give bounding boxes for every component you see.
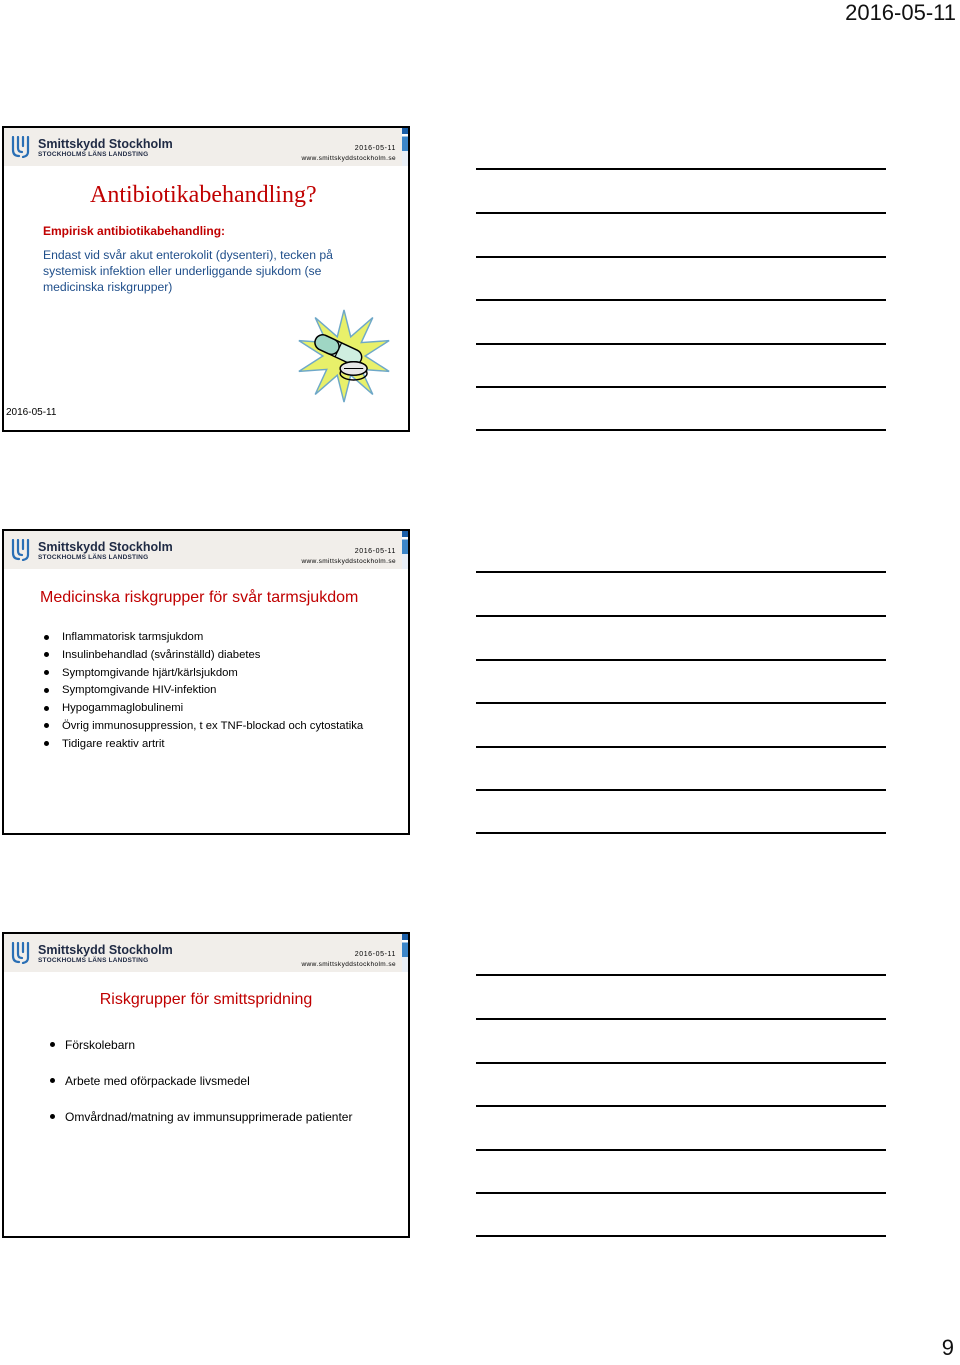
note-line	[476, 615, 886, 617]
list-item: Omvårdnad/matning av immunsupprimerade patienter	[48, 1109, 398, 1125]
list-item: Övrig immunosuppression, t ex TNF-blockad och cytostatika	[42, 719, 372, 734]
note-line	[476, 974, 886, 976]
list-item: Symptomgivande hjärt/kärlsjukdom	[42, 666, 372, 681]
slide-title: Medicinska riskgrupper för svår tarmsjukdom	[40, 589, 359, 606]
corner-accent	[402, 531, 408, 569]
header-date: 2016-05-11	[354, 951, 396, 958]
note-line	[476, 256, 886, 258]
note-line	[476, 789, 886, 791]
note-line	[476, 1018, 886, 1020]
note-line	[476, 1192, 886, 1194]
logo-mark-icon	[10, 136, 32, 158]
note-line	[476, 212, 886, 214]
slide-header	[4, 128, 408, 166]
logo-subtitle: STOCKHOLMS LÄNS LANDSTING	[38, 957, 149, 964]
list-item: Förskolebarn	[48, 1037, 398, 1053]
corner-accent	[402, 128, 408, 166]
list-item: Hypogammaglobulinemi	[42, 701, 372, 716]
logo-title: Smittskydd Stockholm	[38, 540, 173, 554]
note-line	[476, 343, 886, 345]
note-line	[476, 299, 886, 301]
page-number: 9	[941, 1335, 954, 1360]
logo-subtitle: STOCKHOLMS LÄNS LANDSTING	[38, 554, 149, 561]
note-line	[476, 1235, 886, 1237]
slide-header	[4, 934, 408, 972]
slide-3	[2, 932, 410, 1238]
header-date: 2016-05-11	[354, 548, 396, 555]
bullet-list	[42, 630, 372, 755]
list-item: Symptomgivande HIV-infektion	[42, 683, 372, 698]
list-item: Insulinbehandlad (svårinställd) diabetes	[42, 648, 372, 663]
logo-title: Smittskydd Stockholm	[38, 943, 173, 957]
note-line	[476, 571, 886, 573]
slide-body-text: Endast vid svår akut enterokolit (dysenteri), tecken på systemisk infektion eller underliggande sjukdom (se medicinska riskgrupper)	[43, 248, 333, 294]
note-line	[476, 1105, 886, 1107]
logo-mark-icon	[10, 942, 32, 964]
list-item: Arbete med oförpackade livsmedel	[48, 1073, 398, 1089]
header-url: www.smittskyddstockholm.se	[301, 155, 396, 162]
note-line	[476, 746, 886, 748]
header-url: www.smittskyddstockholm.se	[301, 961, 396, 968]
note-line	[476, 832, 886, 834]
corner-accent	[402, 934, 408, 972]
slide-title: Antibiotikabehandling?	[90, 182, 317, 208]
logo	[10, 136, 173, 160]
logo-subtitle: STOCKHOLMS LÄNS LANDSTING	[38, 151, 149, 158]
note-line	[476, 1149, 886, 1151]
slide-footer-date: 2016-05-11	[6, 407, 57, 418]
note-line	[476, 386, 886, 388]
page-date: 2016-05-11	[845, 0, 956, 25]
logo	[10, 942, 173, 966]
note-line	[476, 429, 886, 431]
note-line	[476, 168, 886, 170]
bullet-list	[48, 1037, 398, 1145]
logo-mark-icon	[10, 539, 32, 561]
note-line	[476, 1062, 886, 1064]
slide-1	[2, 126, 410, 432]
list-item: Tidigare reaktiv artrit	[42, 737, 372, 752]
slide-2	[2, 529, 410, 835]
pills-starburst-icon	[296, 308, 392, 404]
header-date: 2016-05-11	[354, 145, 396, 152]
logo	[10, 539, 173, 563]
header-url: www.smittskyddstockholm.se	[301, 558, 396, 565]
slide-header	[4, 531, 408, 569]
slide-subheading: Empirisk antibiotikabehandling:	[43, 224, 226, 238]
logo-title: Smittskydd Stockholm	[38, 137, 173, 151]
list-item: Inflammatorisk tarmsjukdom	[42, 630, 372, 645]
slide-title: Riskgrupper för smittspridning	[99, 991, 313, 1008]
note-line	[476, 702, 886, 704]
note-line	[476, 659, 886, 661]
